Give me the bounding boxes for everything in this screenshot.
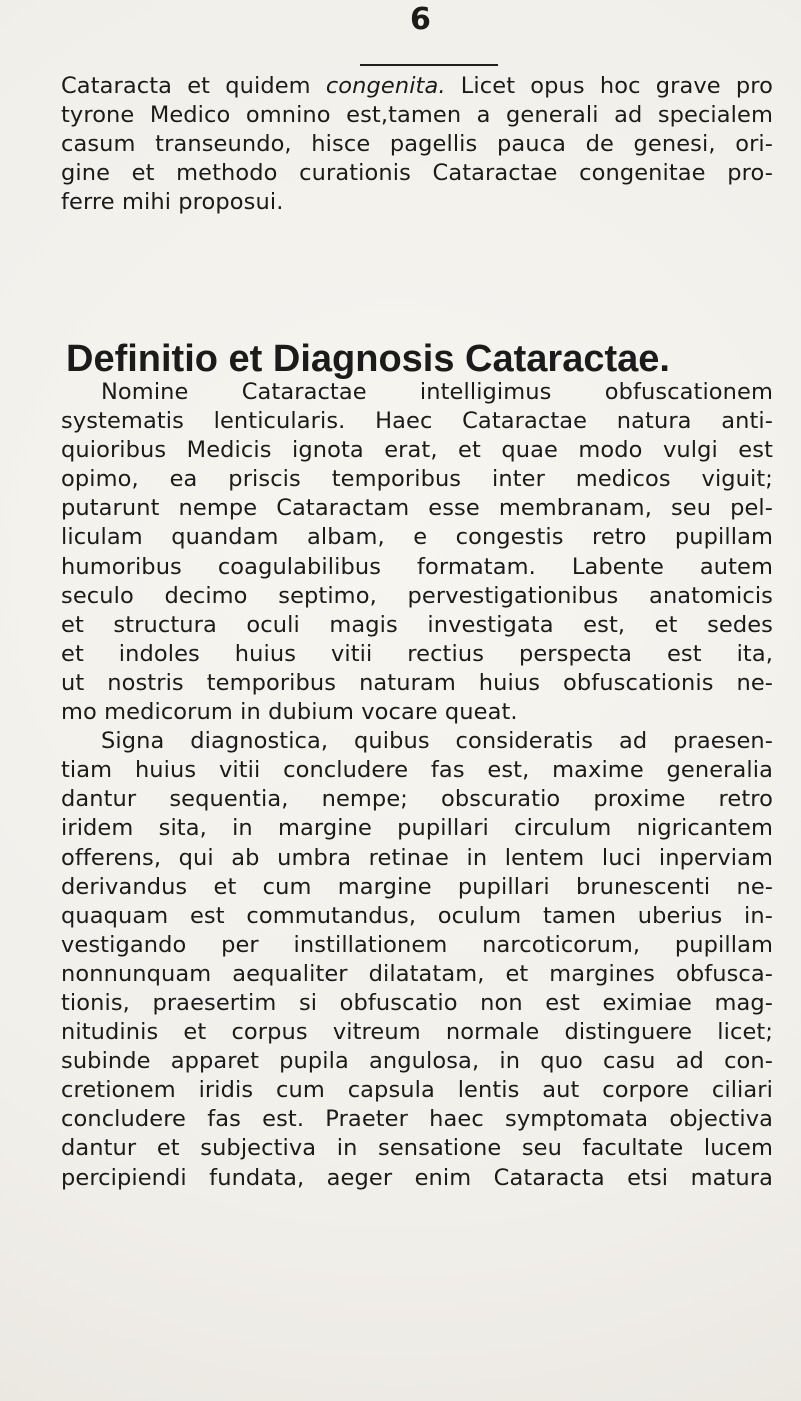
- body-line-25: cretionem iridis cum capsula lentis aut corpore ciliari: [61, 1077, 773, 1104]
- body-line-26: concludere fas est. Praeter haec symptomata objectiva: [61, 1106, 773, 1133]
- body-line-5: putarunt nempe Cataractam esse membranam, seu pel-: [61, 495, 773, 522]
- body-line-8: seculo decimo septimo, pervestigationibus anatomicis: [61, 582, 773, 609]
- body-line-14: tiam huius vitii concludere fas est, maxime generalia: [61, 757, 773, 784]
- intro-line-1: [61, 72, 773, 101]
- intro-line-2: tyrone Medico omnino est,tamen a generali ad specialem: [61, 102, 773, 129]
- body-line-2: systematis lenticularis. Haec Cataractae natura anti-: [61, 408, 773, 435]
- body-line-28: percipiendi fundata, aeger enim Cataracta etsi matura: [61, 1164, 773, 1191]
- intro-line-3: casum transeundo, hisce pagellis pauca de genesi, ori-: [61, 131, 773, 158]
- body-line-10: et indoles huius vitii rectius perspecta est ita,: [61, 640, 773, 667]
- body-line-18: derivandus et cum margine pupillari brunescenti ne-: [61, 873, 773, 900]
- body-line-7: humoribus coagulabilibus formatam. Labente autem: [61, 553, 773, 580]
- body-line-17: offerens, qui ab umbra retinae in lentem luci inperviam: [61, 844, 773, 871]
- intro-line-4: gine et methodo curationis Cataractae congenitae pro-: [61, 160, 773, 187]
- definition-paragraphs: [61, 378, 773, 1193]
- body-line-19: quaquam est commutandus, oculum tamen uberius in-: [61, 902, 773, 929]
- body-line-20: vestigando per instillationem narcoticorum, pupillam: [61, 931, 773, 958]
- page-number-rule: [360, 64, 498, 66]
- body-line-6: liculam quandam albam, e congestis retro pupillam: [61, 524, 773, 551]
- body-line-11: ut nostris temporibus naturam huius obfuscationis ne-: [61, 669, 773, 696]
- body-line-4: opimo, ea priscis temporibus inter medicos viguit;: [61, 466, 773, 493]
- intro-paragraph: [61, 72, 773, 217]
- body-line-16: iridem sita, in margine pupillari circulum nigricantem: [61, 815, 773, 842]
- intro-line-1-italic: congenita.: [325, 73, 446, 99]
- body-line-24: subinde apparet pupila angulosa, in quo casu ad con-: [61, 1048, 773, 1075]
- intro-line-1-end: Licet opus hoc grave pro: [445, 73, 773, 99]
- body-line-15: dantur sequentia, nempe; obscuratio proxime retro: [61, 786, 773, 813]
- section-heading: Definitio et Diagnosis Cataractae.: [66, 338, 670, 380]
- body-line-3: quioribus Medicis ignota erat, et quae modo vulgi est: [61, 437, 773, 464]
- body-line-23: nitudinis et corpus vitreum normale distinguere licet;: [61, 1019, 773, 1046]
- body-line-27: dantur et subjectiva in sensatione seu facultate lucem: [61, 1135, 773, 1162]
- page-number: 6: [410, 2, 432, 37]
- body-line-12: mo medicorum in dubium vocare queat.: [61, 699, 518, 726]
- body-line-1: Nomine Cataractae intelligimus obfuscationem: [101, 379, 773, 405]
- body-line-13: Signa diagnostica, quibus consideratis ad praesen-: [101, 728, 773, 755]
- body-line-21: nonnunquam aequaliter dilatatam, et margines obfusca-: [61, 960, 773, 987]
- intro-line-5: ferre mihi proposui.: [61, 189, 284, 216]
- intro-line-1-start: Cataracta et quidem: [61, 73, 326, 99]
- body-line-22: tionis, praesertim si obfuscatio non est eximiae mag-: [61, 989, 773, 1016]
- body-line-9: et structura oculi magis investigata est, et sedes: [61, 611, 773, 638]
